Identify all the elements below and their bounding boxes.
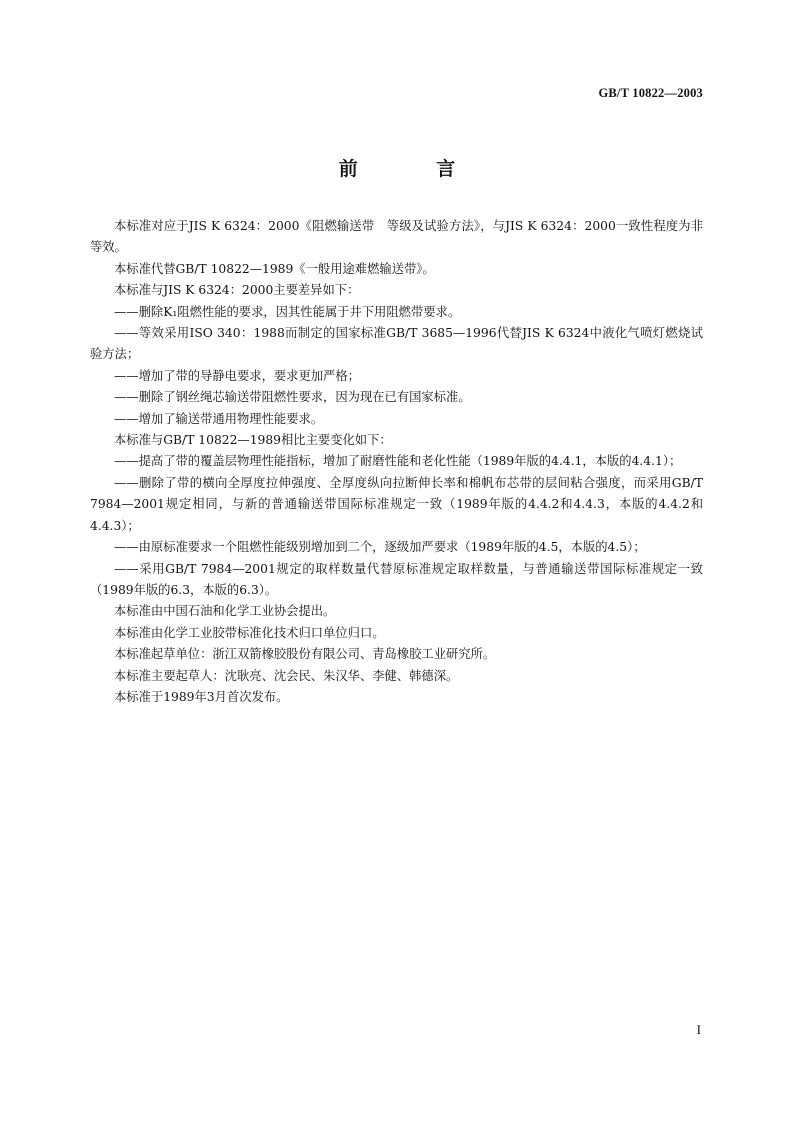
standard-code: GB/T 10822—2003: [598, 86, 703, 100]
paragraph: ——增加了带的导静电要求，要求更加严格；: [114, 368, 360, 383]
paragraph: 本标准对应于JIS K 6324：2000《阻燃输送带 等级及试验方法》，与JIS K 6324：2000一致性程度为非等效。: [90, 219, 703, 255]
paragraph: 本标准由中国石油和化学工业协会提出。: [114, 604, 336, 619]
paragraph: ——删除K₁阻燃性能的要求，因其性能属于井下用阻燃带要求。: [114, 304, 461, 319]
page-number: I: [696, 1022, 701, 1037]
paragraph: 本标准起草单位：浙江双箭橡胶股份有限公司、青岛橡胶工业研究所。: [114, 647, 496, 662]
paragraph: ——删除了钢丝绳芯输送带阻燃性要求，因为现在已有国家标准。: [114, 390, 471, 405]
paragraph: ——由原标准要求一个阻燃性能级别增加到二个，逐级加严要求（1989年版的4.5，本版的4.5）；: [114, 540, 646, 555]
paragraph: ——删除了带的横向全厚度拉伸强度、全厚度纵向拉断伸长率和棉帆布芯带的层间粘合强度，而采用GB/T 7984—2001规定相同，与新的普通输送带国际标准规定一致（1989年版的4.4.2和4.4.3，本版的4.4.2和4.4.3）；: [90, 475, 703, 533]
paragraph: ——增加了输送带通用物理性能要求。: [114, 411, 324, 426]
paragraph: ——采用GB/T 7984—2001规定的取样数量代替原标准规定取样数量，与普通输送带国际标准规定一致（1989年版的6.3，本版的6.3）。: [90, 561, 703, 597]
paragraph: ——等效采用ISO 340：1988而制定的国家标准GB/T 3685—1996代替JIS K 6324中液化气喷灯燃烧试验方法；: [90, 326, 703, 362]
foreword-body: [90, 216, 703, 708]
paragraph: 本标准与GB/T 10822—1989相比主要变化如下：: [114, 433, 392, 448]
paragraph: ——提高了带的覆盖层物理性能指标，增加了耐磨性能和老化性能（1989年版的4.4.1，本版的4.4.1）；: [114, 454, 682, 469]
page-title: 前 言: [338, 158, 492, 180]
paragraph: 本标准与JIS K 6324：2000主要差异如下：: [114, 283, 360, 298]
paragraph: 本标准由化学工业胶带标准化技术归口单位归口。: [114, 625, 385, 640]
paragraph: 本标准代替GB/T 10822—1989《一般用途难燃输送带》。: [114, 261, 435, 276]
paragraph: 本标准于1989年3月首次发布。: [114, 689, 289, 704]
paragraph: 本标准主要起草人：沈耿亮、沈会民、朱汉华、李健、韩德深。: [114, 668, 459, 683]
